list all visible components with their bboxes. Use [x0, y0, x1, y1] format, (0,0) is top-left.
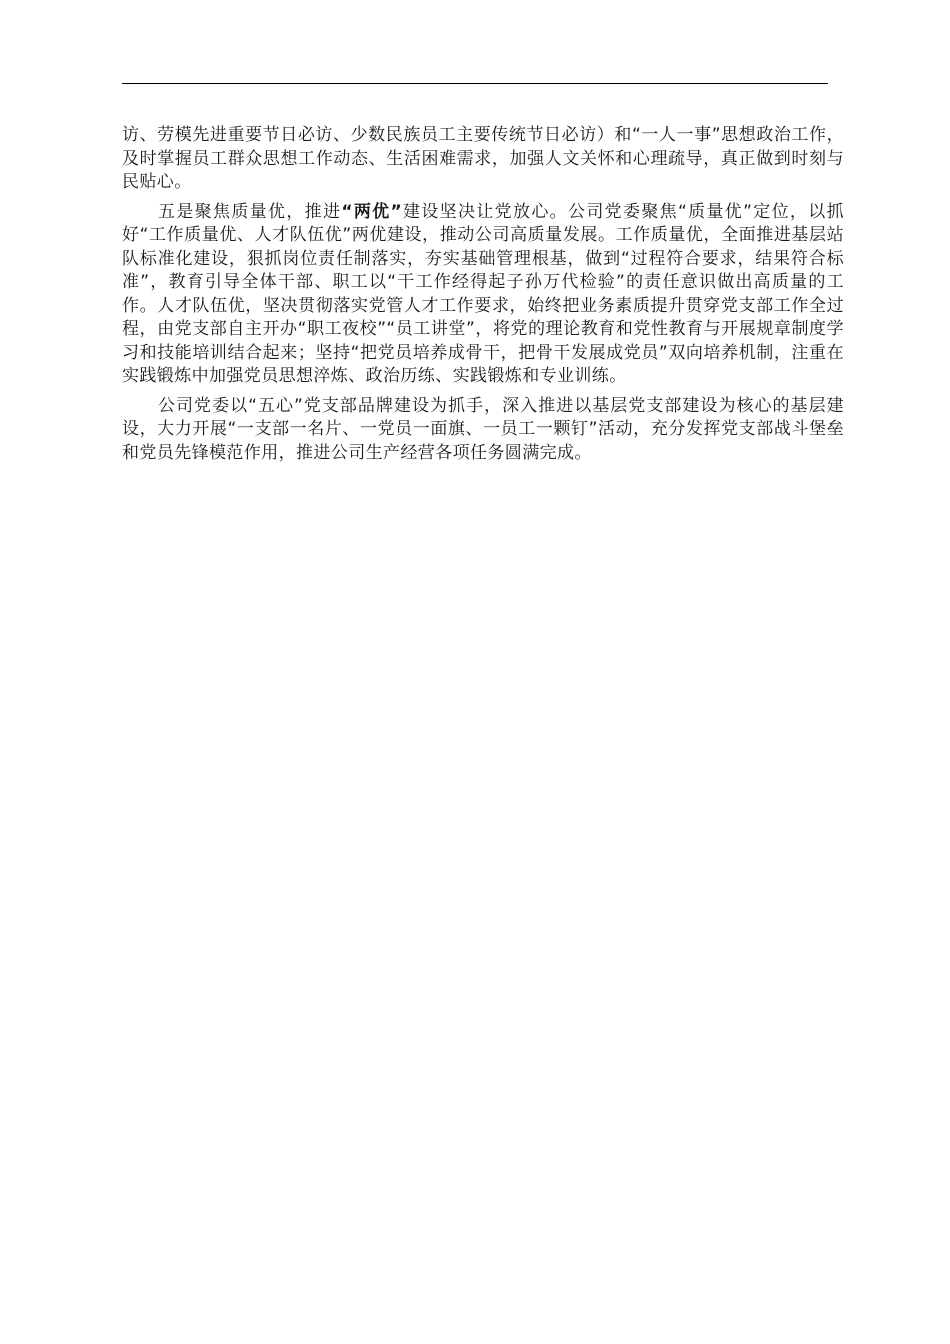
paragraph-2-prefix: 五是聚焦质量优，推进: [158, 201, 342, 222]
document-body: [122, 124, 844, 471]
header-rule: [122, 83, 828, 84]
paragraph-1: 访、劳模先进重要节日必访、少数民族员工主要传统节日必访）和“一人一事”思想政治工作，及时掌握员工群众思想工作动态、生活困难需求，加强人文关怀和心理疏导，真正做到时刻与民贴心。: [122, 125, 844, 192]
paragraph-3: 公司党委以“五心”党支部品牌建设为抓手，深入推进以基层党支部建设为核心的基层建设，大力开展“一支部一名片、一党员一面旗、一员工一颗钉”活动，充分发挥党支部战斗堡垒和党员先锋模范作用，推进公司生产经营各项任务圆满完成。: [122, 395, 844, 463]
paragraph-2-emphasis: “两优”: [341, 201, 403, 222]
paragraph-2-suffix: 建设坚决让党放心。公司党委聚焦“质量优”定位，以抓好“工作质量优、人才队伍优”两优建设，推动公司高质量发展。工作质量优，全面推进基层站队标准化建设，狠抓岗位责任制落实，夯实基础管理根基，做到“过程符合要求，结果符合标准”，教育引导全体干部、职工以“干工作经得起子孙万代检验”的责任意识做出高质量的工作。人才队伍优，坚决贯彻落实党管人才工作要求，始终把业务素质提升贯穿党支部工作全过程，由党支部自主开办“职工夜校”“员工讲堂”，将党的理论教育和党性教育与开展规章制度学习和技能培训结合起来；坚持“把党员培养成骨干，把骨干发展成党员”双向培养机制，注重在实践锻炼中加强党员思想淬炼、政治历练、实践锻炼和专业训练。: [122, 201, 844, 386]
paragraph-2: [122, 201, 844, 389]
